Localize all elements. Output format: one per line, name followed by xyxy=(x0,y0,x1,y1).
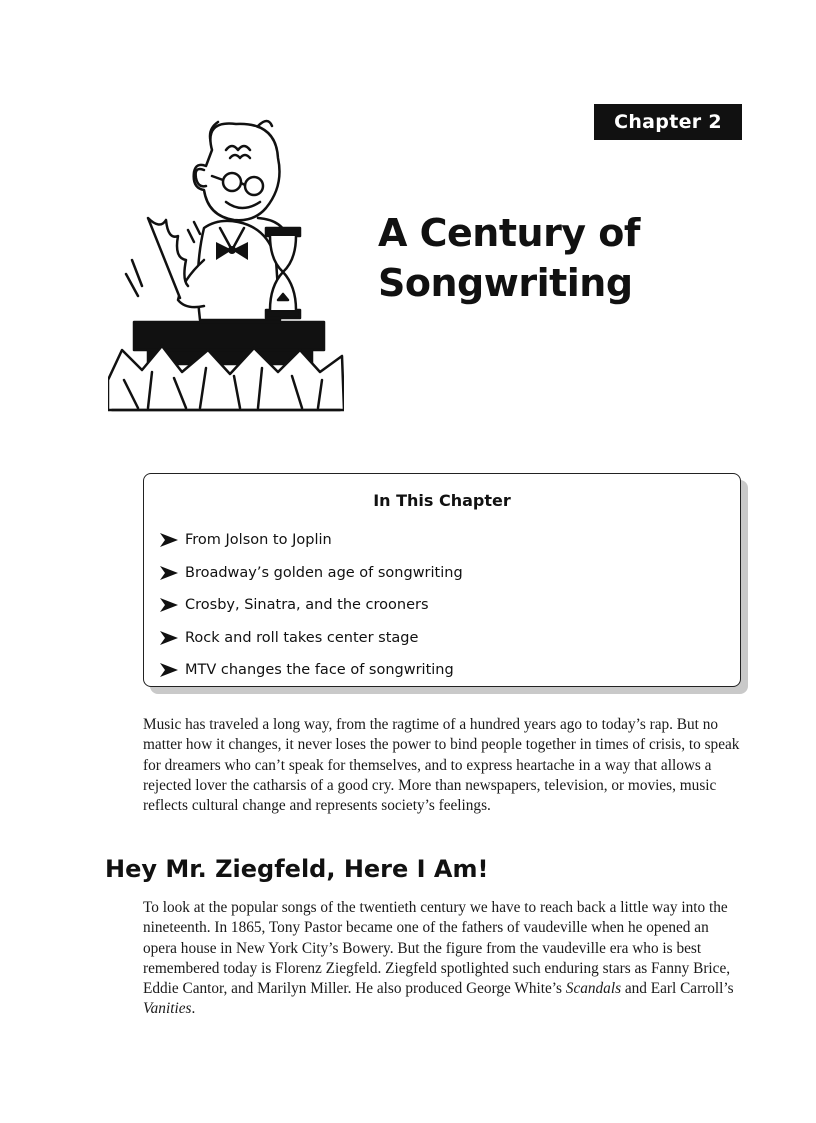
arrowhead-bullet-icon xyxy=(160,663,178,677)
chapter-title-line-2: Songwriting xyxy=(378,261,633,305)
list-item-text: Broadway’s golden age of songwriting xyxy=(185,564,463,581)
in-this-chapter-heading: In This Chapter xyxy=(373,491,511,510)
scandals-title: Scandals xyxy=(565,980,622,998)
section-paragraph xyxy=(143,898,743,1020)
list-item xyxy=(160,589,463,622)
arrowhead-bullet-icon xyxy=(160,533,178,547)
intro-paragraph: Music has traveled a long way, from the ragtime of a hundred years ago to today’s rap. But no matter how it changes, it never loses the power to bind people together in times of crisis, to speak for dreamers who can’t speak for themselves, and to express heartache in a way that allows a rejected lover the catharsis of a good cry. More than newspapers, television, or movies, music reflects cultural change and represents society’s feelings. xyxy=(143,716,740,815)
arrowhead-bullet-icon xyxy=(160,566,178,580)
list-item-text: MTV changes the face of songwriting xyxy=(185,662,454,679)
section-paragraph-text: To look at the popular songs of the twentieth century we have to reach back a little way into the nineteenth. In 1865, Tony Pastor became one of the fathers of vaudeville when he opened an opera house in New York City’s Bowery. But the figure from the vaudeville era who is best remembered today is Florenz Ziegfeld. Ziegfeld spotlighted such enduring stars as Fanny Brice, Eddie Cantor, and Marilyn Miller. He also produced George White’s xyxy=(143,899,731,998)
in-this-chapter-box xyxy=(143,473,741,687)
arrowhead-bullet-icon xyxy=(160,631,178,645)
list-item xyxy=(160,524,463,557)
list-item xyxy=(160,654,463,687)
chapter-title-line-1: A Century of xyxy=(378,211,640,255)
section-heading: Hey Mr. Ziegfeld, Here I Am! xyxy=(105,855,489,883)
in-this-chapter-list xyxy=(160,524,463,687)
section-paragraph-text: and Earl Carroll’s xyxy=(621,980,734,998)
list-item-text: Rock and roll takes center stage xyxy=(185,629,419,646)
arrowhead-bullet-icon xyxy=(160,598,178,612)
songwriter-cartoon-illustration xyxy=(108,110,344,415)
list-item-text: Crosby, Sinatra, and the crooners xyxy=(185,597,429,614)
section-paragraph-text: . xyxy=(191,1000,196,1018)
list-item xyxy=(160,557,463,590)
chapter-label: Chapter 2 xyxy=(594,104,742,140)
list-item xyxy=(160,622,463,655)
list-item-text: From Jolson to Joplin xyxy=(185,532,332,549)
vanities-title: Vanities xyxy=(143,1000,192,1018)
chapter-title xyxy=(378,208,778,308)
